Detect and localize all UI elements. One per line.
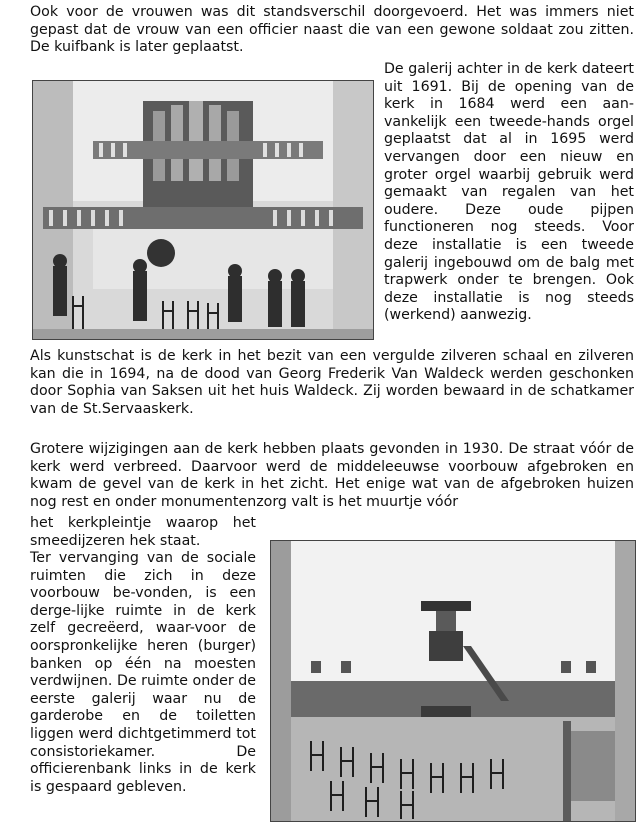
- galerij-text: De galerij achter in de kerk dateert uit 1691. Bij de opening van de kerk in 1684 werd een aan-vankelijk een tweede-hands orgel geplaatst dat al in 1695 werd vervangen door een nieuw en groter orgel waarbij gebruik werd gemaakt van regalen van het oudere. Deze oude pijpen functioneren nog steeds. Voor deze installatie is een tweede galerij ingebouwd om de balg met trapwerk onder te brengen. Ook deze installatie is nog steeds (werkend) aanwezig.: [384, 61, 634, 324]
- wijzigingen-end-paragraph: [30, 515, 256, 550]
- kunstschat-paragraph: [30, 348, 634, 418]
- wijzigingen-paragraph: [30, 441, 634, 511]
- vervanging-text: Ter vervanging van de sociale ruimten die zich in deze voorbouw be-vonden, is een derge-lijke ruimte in de kerk zelf gecreëerd, waar-voor de oorspronkelijke heren (burger) banken op één na moesten verdwijnen. De ruimte onder de eerste galerij waar nu de garderobe en de toiletten liggen werd dichtgetimmerd tot consistoriekamer. De officierenbank links in de kerk is gespaard gebleven.: [30, 550, 256, 795]
- church-interior-photo: [270, 540, 636, 822]
- wijzigingen-text: Grotere wijzigingen aan de kerk hebben plaats gevonden in 1930. De straat vóór de kerk werd verbreed. Daarvoor werd de middeleeuwse voorbouw afgebroken en kwam de gevel van de kerk in het zicht. Het enige wat van de afgebroken huizen nog rest en onder monumentenzorg valt is het muurtje vóór: [30, 441, 634, 510]
- kunstschat-text: Als kunstschat is de kerk in het bezit van een vergulde zilveren schaal en zilveren kan die in 1694, na de dood van Georg Frederik Van Waldeck werden geschonken door Sophia van Saksen uit het huis Waldeck. Zij worden bewaard in de schatkamer van de St.Servaaskerk.: [30, 348, 634, 417]
- galerij-paragraph: [384, 61, 634, 325]
- wijzigingen-end-text: het kerkpleintje waarop het smeedijzeren hek staat.: [30, 515, 256, 549]
- organ-gallery-illustration: [33, 81, 373, 339]
- church-interior-illustration: [271, 541, 635, 821]
- intro-paragraph: [30, 4, 634, 57]
- organ-gallery-photo: [32, 80, 374, 340]
- intro-text: Ook voor de vrouwen was dit standsverschil doorgevoerd. Het was immers niet gepast dat de vrouw van een officier naast die van een gewone soldaat zou zitten. De kuifbank is later geplaatst.: [30, 4, 634, 56]
- vervanging-paragraph: [30, 550, 256, 796]
